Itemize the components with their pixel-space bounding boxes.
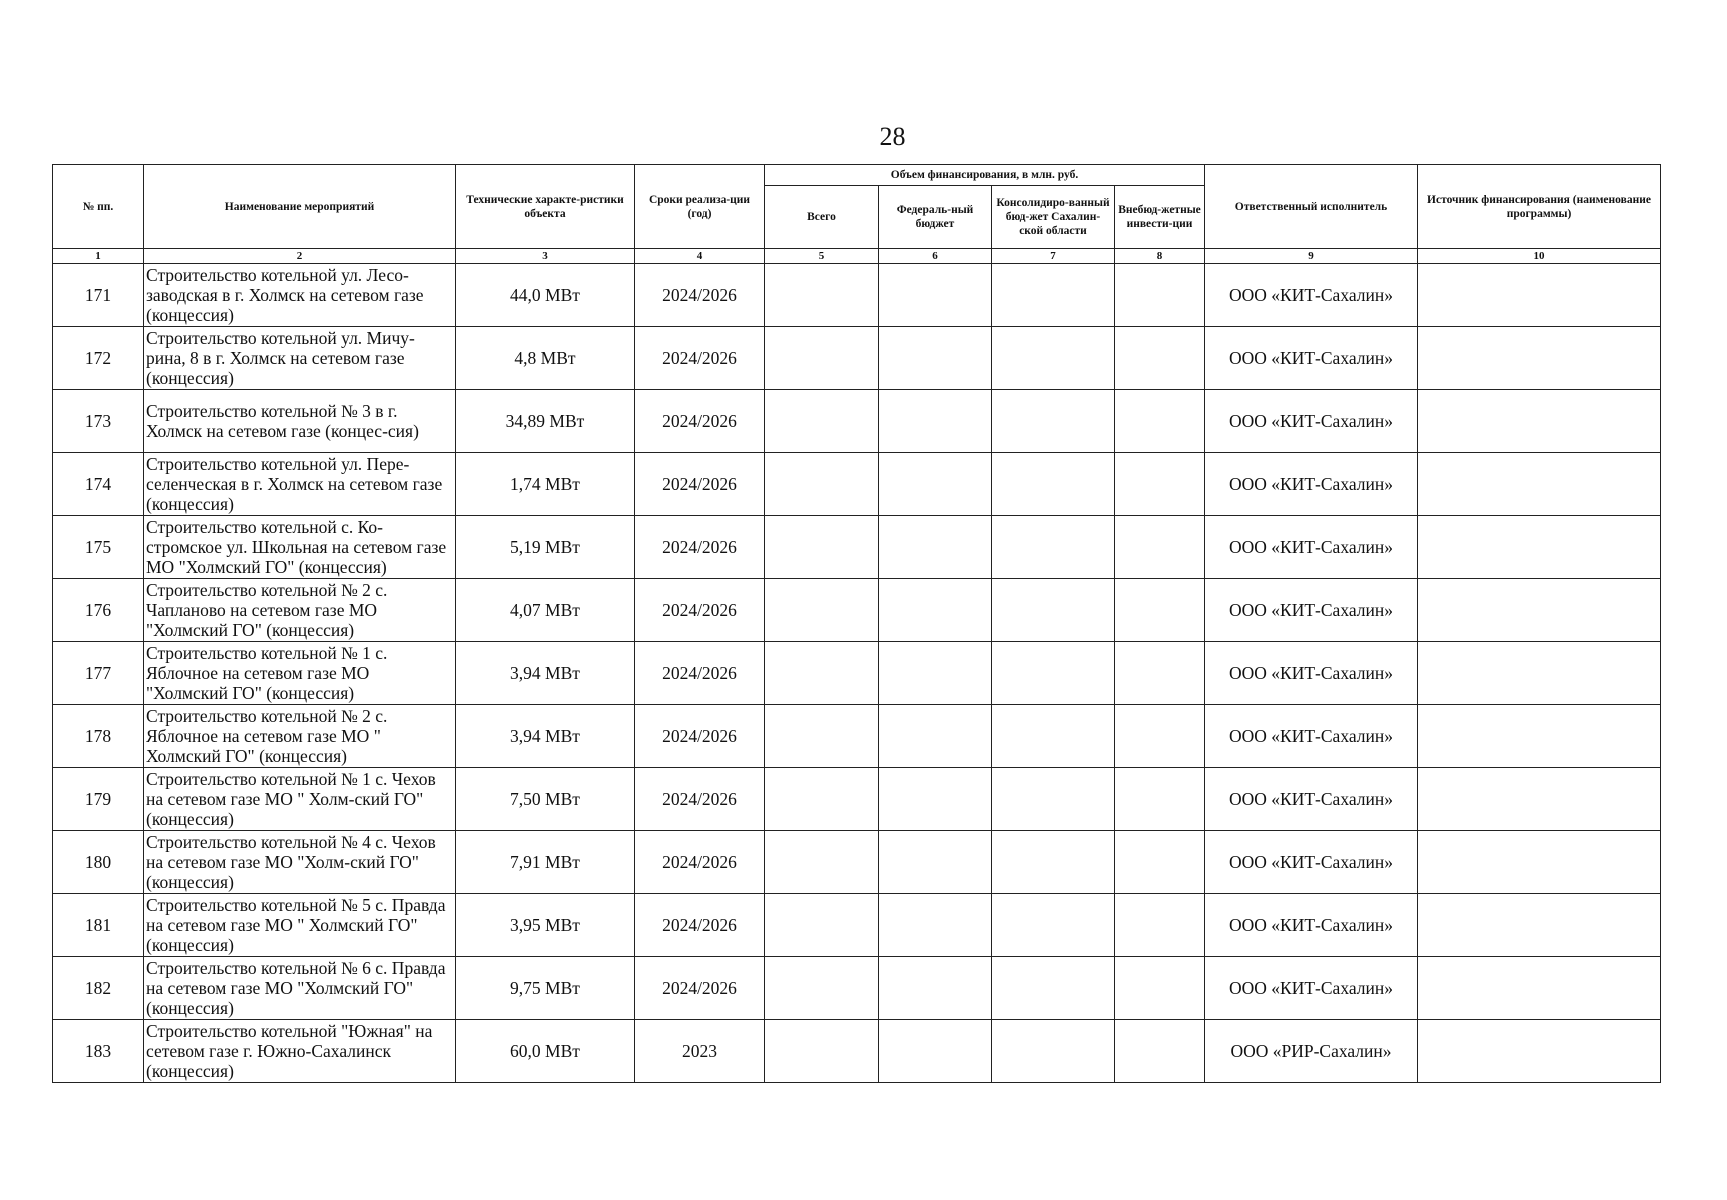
row-executor: ООО «КИТ-Сахалин» (1205, 327, 1418, 390)
row-extrabudget (1115, 516, 1205, 579)
row-name: Строительство котельной "Южная" на сетевом газе г. Южно-Сахалинск (концессия) (144, 1020, 456, 1083)
table-row (53, 705, 1661, 768)
table-row (53, 516, 1661, 579)
table-row (53, 642, 1661, 705)
table-row (53, 453, 1661, 516)
row-name: Строительство котельной № 6 с. Правда на сетевом газе МО "Холмский ГО" (концессия) (144, 957, 456, 1020)
row-total (765, 516, 879, 579)
header-funding-group: Объем финансирования, в млн. руб. (765, 165, 1205, 186)
row-consolidated (992, 264, 1115, 327)
row-consolidated (992, 894, 1115, 957)
row-federal (879, 894, 992, 957)
row-total (765, 327, 879, 390)
row-terms: 2024/2026 (635, 705, 765, 768)
row-source (1418, 768, 1661, 831)
row-federal (879, 264, 992, 327)
row-number: 171 (53, 264, 144, 327)
row-tech: 3,94 МВт (456, 705, 635, 768)
header-total: Всего (765, 186, 879, 249)
row-tech: 7,91 МВт (456, 831, 635, 894)
row-terms: 2024/2026 (635, 894, 765, 957)
row-source (1418, 1020, 1661, 1083)
row-number: 181 (53, 894, 144, 957)
row-number: 175 (53, 516, 144, 579)
table-row (53, 831, 1661, 894)
table-row (53, 327, 1661, 390)
row-consolidated (992, 453, 1115, 516)
row-source (1418, 327, 1661, 390)
row-source (1418, 705, 1661, 768)
row-name: Строительство котельной ул. Пере-селенческая в г. Холмск на сетевом газе (концессия) (144, 453, 456, 516)
row-federal (879, 768, 992, 831)
row-consolidated (992, 516, 1115, 579)
row-consolidated (992, 390, 1115, 453)
row-consolidated (992, 1020, 1115, 1083)
row-name: Строительство котельной с. Ко-стромское ул. Школьная на сетевом газе МО "Холмский ГО" (концессия) (144, 516, 456, 579)
row-federal (879, 957, 992, 1020)
row-executor: ООО «КИТ-Сахалин» (1205, 579, 1418, 642)
row-source (1418, 579, 1661, 642)
row-terms: 2023 (635, 1020, 765, 1083)
column-number: 10 (1418, 249, 1661, 264)
column-number: 7 (992, 249, 1115, 264)
row-extrabudget (1115, 264, 1205, 327)
row-total (765, 957, 879, 1020)
row-name: Строительство котельной № 2 с. Чапланово на сетевом газе МО "Холмский ГО" (концессия) (144, 579, 456, 642)
row-executor: ООО «РИР-Сахалин» (1205, 1020, 1418, 1083)
header-source: Источник финансирования (наименование программы) (1418, 165, 1661, 249)
row-executor: ООО «КИТ-Сахалин» (1205, 264, 1418, 327)
column-number: 4 (635, 249, 765, 264)
row-tech: 4,07 МВт (456, 579, 635, 642)
row-terms: 2024/2026 (635, 768, 765, 831)
table-row (53, 768, 1661, 831)
table-row (53, 579, 1661, 642)
row-federal (879, 831, 992, 894)
row-tech: 34,89 МВт (456, 390, 635, 453)
row-consolidated (992, 957, 1115, 1020)
header-extrabudget: Внебюд-жетные инвести-ции (1115, 186, 1205, 249)
row-number: 177 (53, 642, 144, 705)
row-source (1418, 264, 1661, 327)
column-number: 9 (1205, 249, 1418, 264)
row-extrabudget (1115, 831, 1205, 894)
row-federal (879, 390, 992, 453)
row-source (1418, 642, 1661, 705)
row-executor: ООО «КИТ-Сахалин» (1205, 642, 1418, 705)
row-terms: 2024/2026 (635, 453, 765, 516)
row-extrabudget (1115, 768, 1205, 831)
row-total (765, 390, 879, 453)
row-source (1418, 957, 1661, 1020)
row-extrabudget (1115, 390, 1205, 453)
row-extrabudget (1115, 705, 1205, 768)
row-name: Строительство котельной ул. Лесо-заводская в г. Холмск на сетевом газе (концессия) (144, 264, 456, 327)
header-executor: Ответственный исполнитель (1205, 165, 1418, 249)
row-total (765, 831, 879, 894)
column-number: 8 (1115, 249, 1205, 264)
row-name: Строительство котельной № 2 с. Яблочное на сетевом газе МО " Холмский ГО" (концессия) (144, 705, 456, 768)
header-federal: Федераль-ный бюджет (879, 186, 992, 249)
row-extrabudget (1115, 1020, 1205, 1083)
row-source (1418, 516, 1661, 579)
row-federal (879, 327, 992, 390)
row-total (765, 264, 879, 327)
column-number: 5 (765, 249, 879, 264)
row-federal (879, 642, 992, 705)
row-tech: 7,50 МВт (456, 768, 635, 831)
column-number: 3 (456, 249, 635, 264)
row-total (765, 453, 879, 516)
row-federal (879, 516, 992, 579)
row-federal (879, 705, 992, 768)
row-terms: 2024/2026 (635, 579, 765, 642)
row-executor: ООО «КИТ-Сахалин» (1205, 705, 1418, 768)
row-name: Строительство котельной № 5 с. Правда на сетевом газе МО " Холмский ГО" (концессия) (144, 894, 456, 957)
row-consolidated (992, 579, 1115, 642)
row-total (765, 705, 879, 768)
row-terms: 2024/2026 (635, 390, 765, 453)
row-source (1418, 894, 1661, 957)
row-source (1418, 831, 1661, 894)
row-tech: 44,0 МВт (456, 264, 635, 327)
row-extrabudget (1115, 894, 1205, 957)
row-tech: 60,0 МВт (456, 1020, 635, 1083)
page-number: 28 (879, 122, 906, 151)
column-number: 6 (879, 249, 992, 264)
row-terms: 2024/2026 (635, 831, 765, 894)
row-consolidated (992, 327, 1115, 390)
table-row (53, 390, 1661, 453)
row-tech: 3,95 МВт (456, 894, 635, 957)
row-federal (879, 1020, 992, 1083)
row-terms: 2024/2026 (635, 264, 765, 327)
row-terms: 2024/2026 (635, 516, 765, 579)
financing-table (52, 164, 1661, 1083)
row-total (765, 894, 879, 957)
row-executor: ООО «КИТ-Сахалин» (1205, 957, 1418, 1020)
row-number: 183 (53, 1020, 144, 1083)
row-executor: ООО «КИТ-Сахалин» (1205, 390, 1418, 453)
row-tech: 3,94 МВт (456, 642, 635, 705)
row-terms: 2024/2026 (635, 327, 765, 390)
row-extrabudget (1115, 642, 1205, 705)
row-executor: ООО «КИТ-Сахалин» (1205, 516, 1418, 579)
row-total (765, 768, 879, 831)
row-source (1418, 390, 1661, 453)
row-extrabudget (1115, 453, 1205, 516)
row-number: 180 (53, 831, 144, 894)
row-name: Строительство котельной № 1 с. Чехов на сетевом газе МО " Холм-ский ГО" (концессия) (144, 768, 456, 831)
column-number: 1 (53, 249, 144, 264)
table-row (53, 1020, 1661, 1083)
row-federal (879, 453, 992, 516)
row-number: 172 (53, 327, 144, 390)
row-consolidated (992, 831, 1115, 894)
row-total (765, 579, 879, 642)
row-number: 176 (53, 579, 144, 642)
row-tech: 5,19 МВт (456, 516, 635, 579)
row-consolidated (992, 768, 1115, 831)
header-name: Наименование мероприятий (144, 165, 456, 249)
header-terms: Сроки реализа-ции (год) (635, 165, 765, 249)
row-name: Строительство котельной № 4 с. Чехов на сетевом газе МО "Холм-ский ГО" (концессия) (144, 831, 456, 894)
row-consolidated (992, 642, 1115, 705)
row-tech: 9,75 МВт (456, 957, 635, 1020)
header-num: № пп. (53, 165, 144, 249)
row-extrabudget (1115, 957, 1205, 1020)
header-consolidated: Консолидиро-ванный бюд-жет Сахалин-ской области (992, 186, 1115, 249)
row-number: 179 (53, 768, 144, 831)
row-number: 173 (53, 390, 144, 453)
row-number: 178 (53, 705, 144, 768)
row-executor: ООО «КИТ-Сахалин» (1205, 453, 1418, 516)
table-row (53, 894, 1661, 957)
row-tech: 4,8 МВт (456, 327, 635, 390)
header-tech: Технические характе-ристики объекта (456, 165, 635, 249)
row-consolidated (992, 705, 1115, 768)
row-name: Строительство котельной ул. Мичу-рина, 8 в г. Холмск на сетевом газе (концессия) (144, 327, 456, 390)
row-total (765, 1020, 879, 1083)
row-executor: ООО «КИТ-Сахалин» (1205, 894, 1418, 957)
table-row (53, 264, 1661, 327)
row-name: Строительство котельной № 3 в г. Холмск на сетевом газе (концес-сия) (144, 390, 456, 453)
row-federal (879, 579, 992, 642)
row-executor: ООО «КИТ-Сахалин» (1205, 768, 1418, 831)
row-source (1418, 453, 1661, 516)
row-executor: ООО «КИТ-Сахалин» (1205, 831, 1418, 894)
row-terms: 2024/2026 (635, 957, 765, 1020)
row-number: 174 (53, 453, 144, 516)
row-name: Строительство котельной № 1 с. Яблочное на сетевом газе МО "Холмский ГО" (концессия) (144, 642, 456, 705)
table-row (53, 957, 1661, 1020)
column-number: 2 (144, 249, 456, 264)
row-terms: 2024/2026 (635, 642, 765, 705)
row-tech: 1,74 МВт (456, 453, 635, 516)
row-extrabudget (1115, 579, 1205, 642)
row-extrabudget (1115, 327, 1205, 390)
row-number: 182 (53, 957, 144, 1020)
row-total (765, 642, 879, 705)
